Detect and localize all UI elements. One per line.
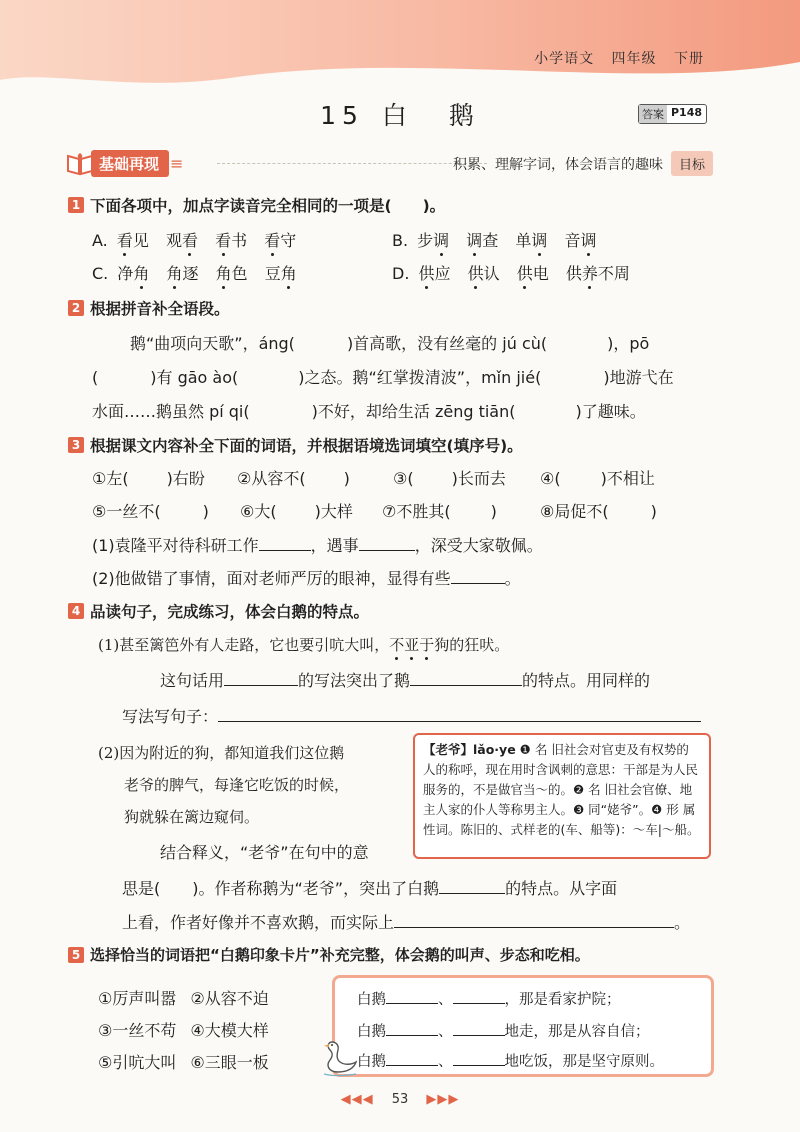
option-word: 步调 — [417, 231, 450, 250]
option-letter: D. — [392, 264, 410, 283]
answer-label: 答案 — [639, 105, 667, 123]
section-header — [65, 150, 713, 176]
text: 这句话用 — [160, 671, 225, 690]
text: 白鹅 — [357, 1024, 386, 1040]
option-letter: A. — [92, 231, 108, 250]
text: 的写法突出了鹅 — [298, 671, 411, 690]
grade-label: 四年级 — [611, 51, 657, 67]
question-number: 3 — [68, 437, 84, 453]
text: 结合释义，“老爷”在句中的意 — [160, 843, 369, 862]
q3-words-row-1b — [237, 466, 350, 489]
text: ⑥大( — [240, 502, 277, 521]
question-number: 4 — [68, 603, 84, 619]
option-a[interactable] — [92, 228, 296, 251]
text: )地游弋在 — [603, 368, 674, 387]
q5-word-row-3 — [98, 1050, 269, 1073]
q4-task-2c — [122, 910, 690, 933]
text: ⑤一丝不( — [92, 502, 161, 521]
answer-line[interactable] — [218, 706, 701, 722]
answer-page-tag — [638, 104, 707, 124]
text: )有 gāo ào( — [150, 368, 239, 387]
q3-words-row-1d — [540, 466, 655, 489]
text: )右盼 — [166, 469, 205, 488]
text: ②从容不( — [237, 469, 306, 488]
text: ) — [202, 502, 209, 521]
subject-label: 小学语文 — [534, 51, 595, 67]
question-5 — [68, 944, 590, 965]
text: ) — [343, 469, 350, 488]
text: 思是( )。作者称鹅为“老爷”，突出了白鹅 — [122, 879, 440, 898]
answer-blank[interactable] — [386, 1050, 438, 1066]
text: 白鹅 — [357, 992, 386, 1008]
q5-word-row-2 — [98, 1018, 269, 1041]
word-option: ①厉声叫嚣 — [98, 989, 177, 1008]
page-footer — [0, 1092, 800, 1107]
text: ) — [490, 502, 497, 521]
note-definition: ❶ 名 旧社会对官吏及有权势的人的称呼，现在用时含讽刺的意思：干部是为人民服务的，不是做官当～的。❷ 名 旧社会官僚、地主人家的仆人等称男主人。❸ 同“姥爷”。❹ 形 属性词。陈旧的、式样老的(车、船等)：～车|～船。 — [423, 742, 700, 837]
page-number: 53 — [391, 1092, 409, 1107]
text: 老爷的脾气，每逢它吃饭的时候， — [124, 776, 350, 794]
option-word: 观看 — [165, 231, 198, 250]
option-word: 看书 — [215, 231, 248, 250]
q3-sentence-2 — [92, 566, 521, 589]
text: (2)因为附近的狗，都知道我们这位鹅 — [98, 744, 345, 762]
dotted-phrase: 不亚于 — [389, 636, 435, 654]
text: 水面……鹅虽然 pí qi( — [92, 402, 250, 421]
question-3 — [68, 434, 523, 456]
option-word: 供电 — [516, 264, 549, 283]
answer-page: P148 — [671, 106, 703, 119]
text: )不相让 — [600, 469, 655, 488]
answer-blank[interactable] — [453, 1020, 505, 1036]
text: 狗就躲在篱边窥伺。 — [124, 808, 260, 826]
text: 地走，那是从容自信； — [504, 1024, 650, 1040]
text: (2)他做错了事情，面对老师严厉的眼神，显得有些 — [92, 569, 451, 588]
book-info — [522, 48, 704, 68]
word-option: ④大模大样 — [190, 1021, 269, 1040]
text: 、 — [438, 1054, 453, 1070]
question-number: 2 — [68, 300, 84, 316]
text: )大样 — [314, 502, 353, 521]
text: (1)甚至篱笆外有人走路，它也要引吭大叫， — [98, 636, 390, 654]
option-word: 单调 — [515, 231, 548, 250]
text: 白鹅 — [357, 1054, 386, 1070]
q3-words-row-1 — [92, 466, 205, 489]
q3-words-row-2 — [92, 499, 209, 522]
answer-blank[interactable] — [259, 535, 311, 551]
answer-blank[interactable] — [224, 670, 298, 686]
question-stem: 品读句子，完成练习，体会白鹅的特点。 — [90, 603, 370, 621]
text: ，遇事 — [310, 536, 359, 555]
answer-blank[interactable] — [386, 988, 438, 1004]
question-4 — [68, 600, 369, 622]
text: )了趣味。 — [575, 402, 646, 421]
question-stem: 下面各项中，加点字读音完全相同的一项是( )。 — [90, 197, 446, 215]
text: 、 — [438, 992, 453, 1008]
text: ，那是看家护院； — [504, 992, 621, 1008]
option-word: 看守 — [264, 231, 297, 250]
option-word: 豆角 — [264, 264, 297, 283]
text: 上看，作者好像并不喜欢鹅，而实际上 — [122, 913, 395, 932]
q3-words-row-2c — [382, 499, 497, 522]
option-word: 净角 — [117, 264, 150, 283]
q4-quote-2-line-3 — [124, 806, 259, 827]
question-2 — [68, 297, 230, 319]
option-word: 看见 — [116, 231, 149, 250]
lesson-title-char-1: 白 — [381, 101, 413, 130]
option-c[interactable] — [92, 261, 297, 284]
q3-words-row-2b — [240, 499, 353, 522]
goose-impression-card — [332, 975, 714, 1077]
question-number: 1 — [68, 197, 84, 213]
answer-blank[interactable] — [453, 1050, 505, 1066]
note-headword: 【老爷】lǎo·ye — [423, 742, 516, 757]
text: 的特点。用同样的 — [522, 671, 651, 690]
question-stem: 根据课文内容补全下面的词语，并根据语境选词填空(填序号)。 — [90, 437, 523, 455]
section-description: 积累、理解字词，体会语言的趣味 — [453, 157, 663, 173]
text: 狗的狂吠。 — [434, 636, 510, 654]
word-option: ③一丝不苟 — [98, 1021, 177, 1040]
text: 地吃饭，那是坚守原则。 — [504, 1054, 664, 1070]
q4-task-1b — [122, 704, 701, 727]
question-stem: 选择恰当的词语把“白鹅印象卡片”补充完整，体会鹅的叫声、步态和吃相。 — [90, 946, 590, 964]
goose-icon — [318, 1034, 362, 1078]
text: )长而去 — [451, 469, 506, 488]
answer-blank[interactable] — [359, 535, 415, 551]
answer-blank[interactable] — [386, 1020, 438, 1036]
text: )，pō — [607, 334, 650, 353]
word-option: ⑥三眼一板 — [190, 1053, 269, 1072]
q5-word-row-1 — [98, 986, 269, 1009]
text: 、 — [438, 1024, 453, 1040]
card-line-1 — [357, 988, 621, 1009]
answer-blank[interactable] — [453, 988, 505, 1004]
option-word: 供认 — [467, 264, 500, 283]
option-word: 音调 — [564, 231, 597, 250]
question-stem: 根据拼音补全语段。 — [90, 300, 230, 318]
q2-line-1 — [130, 331, 649, 354]
dictionary-note — [413, 733, 711, 859]
text: ，深受大家敬佩。 — [414, 536, 543, 555]
text: ( — [92, 368, 99, 387]
text: 的特点。从字面 — [505, 879, 618, 898]
answer-line[interactable] — [394, 912, 674, 928]
section-badge — [65, 150, 183, 176]
text: ③( — [393, 469, 414, 488]
text: ⑧局促不( — [540, 502, 609, 521]
q2-line-3 — [92, 399, 646, 422]
option-word: 角逐 — [166, 264, 199, 283]
answer-blank[interactable] — [439, 878, 505, 894]
text: ⑦不胜其( — [382, 502, 451, 521]
option-word: 调查 — [466, 231, 499, 250]
question-1 — [68, 194, 445, 216]
card-line-3 — [357, 1050, 664, 1071]
text: )首高歌，没有丝毫的 jú cù( — [346, 334, 548, 353]
text: 鹅“曲项向天歌”，áng( — [130, 334, 295, 353]
next-arrows-icon: ▶▶▶ — [426, 1092, 460, 1107]
option-word: 角色 — [215, 264, 248, 283]
prev-arrows-icon: ◀◀◀ — [340, 1092, 374, 1107]
text: ④( — [540, 469, 561, 488]
card-line-2 — [357, 1020, 650, 1041]
text: )之态。鹅“红掌拨清波”，mǐn jié( — [298, 368, 542, 387]
text: 。 — [504, 569, 521, 588]
section-divider — [217, 163, 487, 164]
q4-quote-2-line-1 — [98, 742, 344, 763]
q3-words-row-1c — [393, 466, 506, 489]
text: (1)袁隆平对待科研工作 — [92, 536, 259, 555]
text: ) — [650, 502, 657, 521]
option-letter: C. — [92, 264, 109, 283]
volume-label: 下册 — [674, 51, 704, 67]
section-arrow-icon: ≡ — [170, 153, 184, 173]
option-word: 供养不周 — [565, 264, 630, 283]
question-number: 5 — [68, 947, 84, 963]
option-word: 供应 — [418, 264, 451, 283]
q4-quote-1 — [98, 634, 509, 655]
option-d[interactable] — [392, 261, 630, 284]
q3-words-row-2d — [540, 499, 657, 522]
text: 。 — [674, 913, 691, 932]
word-option: ②从容不迫 — [190, 989, 269, 1008]
q4-quote-2-line-2 — [124, 774, 349, 795]
q4-task-1 — [160, 668, 650, 691]
section-title: 基础再现 — [91, 150, 169, 177]
q4-task-2a — [160, 840, 369, 863]
word-option: ⑤引吭大叫 — [98, 1053, 177, 1072]
text: )不好，却给生活 zēng tiān( — [311, 402, 516, 421]
lesson-title-char-2: 鹅 — [448, 101, 480, 130]
q4-task-2b — [122, 876, 617, 899]
text: ①左( — [92, 469, 129, 488]
option-b[interactable] — [392, 228, 597, 251]
section-goal-tag: 目标 — [671, 151, 713, 176]
text: 写法写句子： — [122, 707, 219, 726]
q3-sentence-1 — [92, 533, 543, 556]
answer-blank[interactable] — [451, 568, 505, 584]
answer-blank[interactable] — [410, 670, 522, 686]
lesson-number: 15 — [320, 101, 364, 130]
option-letter: B. — [392, 231, 409, 250]
q2-line-2 — [92, 365, 674, 388]
